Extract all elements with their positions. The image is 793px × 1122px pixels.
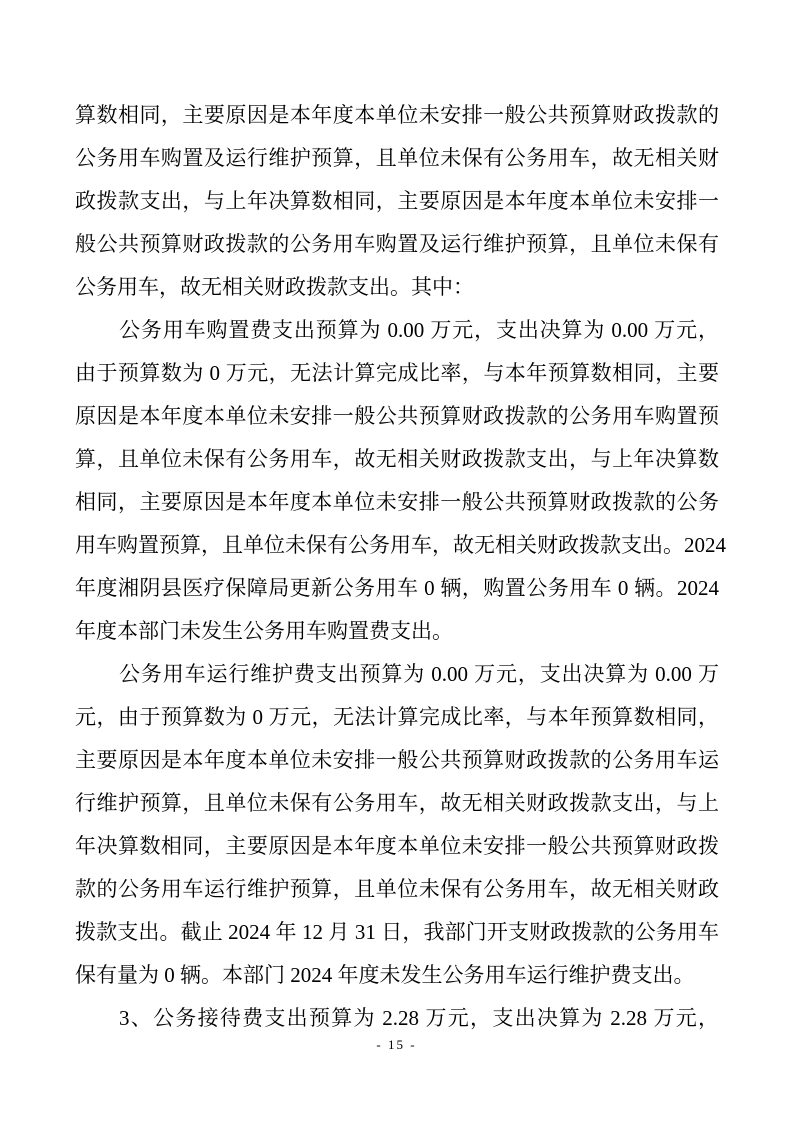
text-line: 原因是本年度本单位未安排一般公共预算财政拨款的公务用车购置预 [75, 404, 719, 428]
text-line: 政拨款支出，与上年决算数相同，主要原因是本年度本单位未安排一 [75, 189, 719, 213]
text-line: 般公共预算财政拨款的公务用车购置及运行维护预算，且单位未保有 [75, 232, 719, 256]
page-footer [0, 1036, 793, 1054]
text-line: 年决算数相同，主要原因是本年度本单位未安排一般公共预算财政拨 [75, 834, 719, 858]
text-line: 元，由于预算数为 0 万元，无法计算完成比率，与本年预算数相同， [75, 705, 719, 729]
paragraph [75, 997, 719, 1040]
text-line: 相同，主要原因是本年度本单位未安排一般公共预算财政拨款的公务 [75, 490, 719, 514]
text-line: 款的公务用车运行维护预算，且单位未保有公务用车，故无相关财政 [75, 877, 719, 901]
text-line: 公务用车运行维护费支出预算为 0.00 万元，支出决算为 0.00 万 [119, 662, 719, 686]
paragraph [75, 309, 726, 653]
document-body [75, 94, 726, 1040]
text-line: 年度本部门未发生公务用车购置费支出。 [75, 619, 453, 643]
text-line: 算数相同，主要原因是本年度本单位未安排一般公共预算财政拨款的 [75, 103, 719, 127]
page-number: - 15 - [376, 1037, 417, 1052]
text-line: 公务用车购置费支出预算为 0.00 万元，支出决算为 0.00 万元， [119, 318, 719, 342]
text-line: 3、公务接待费支出预算为 2.28 万元，支出决算为 2.28 万元， [119, 1006, 719, 1030]
text-line: 公务用车，故无相关财政拨款支出。其中： [75, 275, 474, 299]
paragraph [75, 94, 719, 309]
text-line: 年度湘阴县医疗保障局更新公务用车 0 辆，购置公务用车 0 辆。2024 [75, 576, 719, 600]
text-line: 主要原因是本年度本单位未安排一般公共预算财政拨款的公务用车运 [75, 748, 719, 772]
text-line: 公务用车购置及运行维护预算，且单位未保有公务用车，故无相关财 [75, 146, 719, 170]
paragraph [75, 653, 719, 997]
text-line: 行维护预算，且单位未保有公务用车，故无相关财政拨款支出，与上 [75, 791, 719, 815]
text-line: 由于预算数为 0 万元，无法计算完成比率，与本年预算数相同，主要 [75, 361, 719, 385]
text-line: 用车购置预算，且单位未保有公务用车，故无相关财政拨款支出。2024 [75, 533, 726, 557]
text-line: 保有量为 0 辆。本部门 2024 年度未发生公务用车运行维护费支出。 [75, 963, 695, 987]
text-line: 算，且单位未保有公务用车，故无相关财政拨款支出，与上年决算数 [75, 447, 719, 471]
text-line: 拨款支出。截止 2024 年 12 月 31 日，我部门开支财政拨款的公务用车 [75, 920, 719, 944]
